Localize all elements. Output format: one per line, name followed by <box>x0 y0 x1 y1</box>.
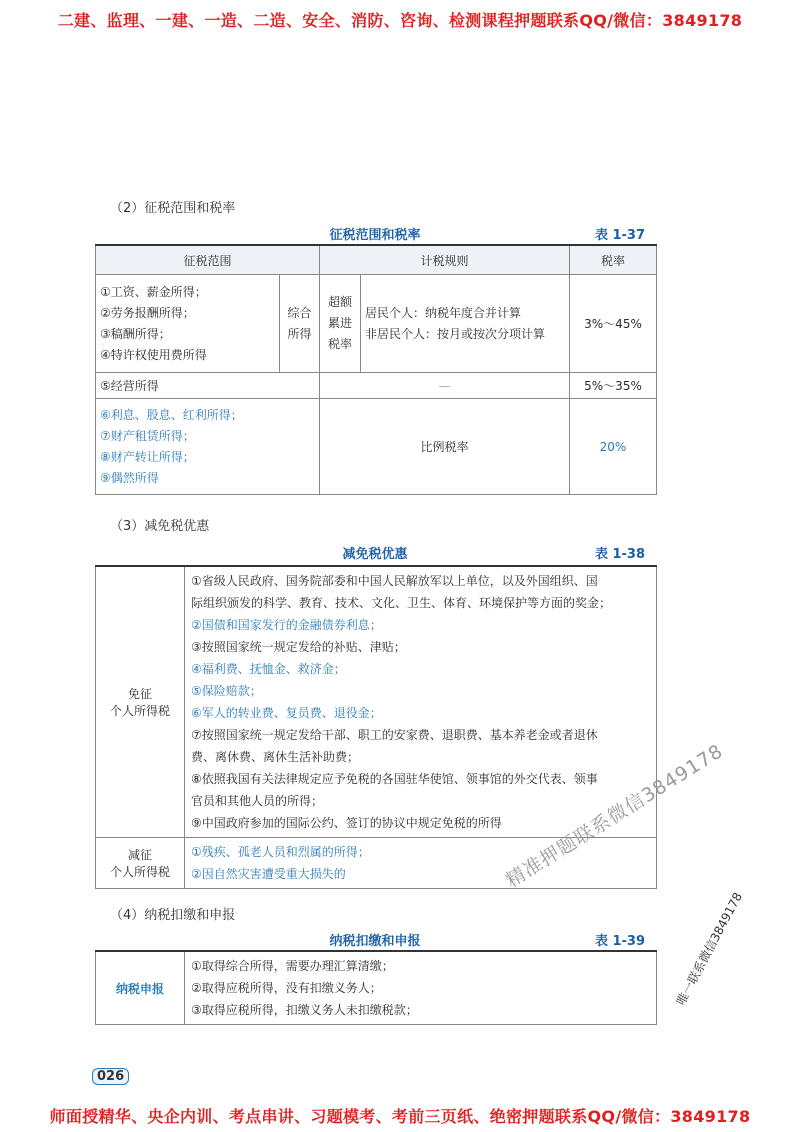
list-item: ⑦财产租赁所得； <box>100 428 195 443</box>
header-scope: 征税范围 <box>96 245 320 275</box>
list-item: 际组织颁发的科学、教育、技术、文化、卫生、体育、环境保护等方面的奖金； <box>191 596 612 610</box>
header-rule: 计税规则 <box>320 245 570 275</box>
list-item: ⑥利息、股息、红利所得； <box>100 407 243 422</box>
table-number: 表 1-38 <box>594 547 645 562</box>
proportional-rate: 比例税率 <box>320 399 570 495</box>
table-1-37 <box>95 244 657 495</box>
filing-items <box>185 951 657 1025</box>
page-number: 026 <box>92 1068 129 1085</box>
watermark-vertical: 唯一联系微信3849178 <box>673 890 746 1008</box>
list-item: ①取得综合所得，需要办理汇算清缴； <box>191 959 394 973</box>
list-item: ⑧财产转让所得； <box>100 449 195 464</box>
list-item: ⑨中国政府参加的国际公约、签订的协议中规定免税的所得 <box>191 816 502 830</box>
section-3-heading: （3）减免税优惠 <box>110 519 210 534</box>
header-rate: 税率 <box>570 245 657 275</box>
table-1-39-caption <box>95 928 655 948</box>
progressive-label: 超额 累进 税率 <box>320 275 361 373</box>
list-item: ②取得应税所得，没有扣缴义务人； <box>191 981 382 995</box>
business-rule: — <box>320 373 570 399</box>
list-item: 官员和其他人员的所得； <box>191 794 324 808</box>
list-item: ⑦按照国家统一规定发给干部、职工的安家费、退职费、基本养老金或者退休 <box>191 728 598 742</box>
list-item: ②因自然灾害遭受重大损失的 <box>191 867 346 881</box>
list-item: ⑤保险赔款； <box>191 684 262 698</box>
list-item: ②国债和国家发行的金融债券利息； <box>191 618 382 632</box>
business-income: ⑤经营所得 <box>96 373 320 399</box>
list-item: 费、离休费、离休生活补助费； <box>191 750 360 764</box>
list-item: ③取得应税所得，扣缴义务人未扣缴税款； <box>191 1003 418 1017</box>
top-banner: 二建、监理、一建、一造、二造、安全、消防、咨询、检测课程押题联系QQ/微信：3849178 <box>57 11 743 30</box>
comprehensive-items <box>96 275 280 373</box>
table-1-38-caption <box>95 541 655 561</box>
list-item: ①工资、薪金所得； <box>100 284 207 299</box>
rate-progressive: 3%～45% <box>570 275 657 373</box>
list-item: ①省级人民政府、国务院部委和中国人民解放军以上单位，以及外国组织、国 <box>191 574 598 588</box>
exempt-items <box>185 566 657 838</box>
list-item: ⑥军人的转业费、复员费、退役金； <box>191 706 382 720</box>
section-4-heading: （4）纳税扣缴和申报 <box>110 908 236 923</box>
list-item: ④特许权使用费所得 <box>100 347 207 362</box>
reduce-label: 减征 个人所得税 <box>96 838 185 889</box>
other-items <box>96 399 320 495</box>
list-item: ①残疾、孤老人员和烈属的所得； <box>191 845 370 859</box>
caption-title: 征税范围和税率 <box>329 228 421 243</box>
rate-business: 5%～35% <box>570 373 657 399</box>
list-item: ③稿酬所得； <box>100 326 171 341</box>
table-1-37-caption <box>95 222 655 242</box>
comprehensive-label: 综合 所得 <box>279 275 319 373</box>
list-item: ②劳务报酬所得； <box>100 305 195 320</box>
table-number: 表 1-39 <box>594 934 645 949</box>
table-number: 表 1-37 <box>594 228 645 243</box>
watermark-diagonal: 精准押题联系微信3849178 <box>502 740 728 893</box>
exempt-label: 免征 个人所得税 <box>96 566 185 838</box>
rule-lines: 居民个人：纳税年度合并计算 非居民个人：按月或按次分项计算 <box>361 275 570 373</box>
rate-proportional: 20% <box>570 399 657 495</box>
section-2-heading: （2）征税范围和税率 <box>110 201 236 216</box>
list-item: ⑨偶然所得 <box>100 470 159 485</box>
list-item: ④福利费、抚恤金、救济金； <box>191 662 346 676</box>
caption-title: 减免税优惠 <box>342 547 408 562</box>
table-1-39 <box>95 950 657 1025</box>
list-item: ⑧依照我国有关法律规定应予免税的各国驻华使馆、领事馆的外交代表、领事 <box>191 772 598 786</box>
list-item: ③按照国家统一规定发给的补贴、津贴； <box>191 640 406 654</box>
filing-label: 纳税申报 <box>96 951 185 1025</box>
bottom-banner: 师面授精华、央企内训、考点串讲、习题模考、考前三页纸、绝密押题联系QQ/微信：3849178 <box>49 1107 751 1126</box>
caption-title: 纳税扣缴和申报 <box>329 934 421 949</box>
